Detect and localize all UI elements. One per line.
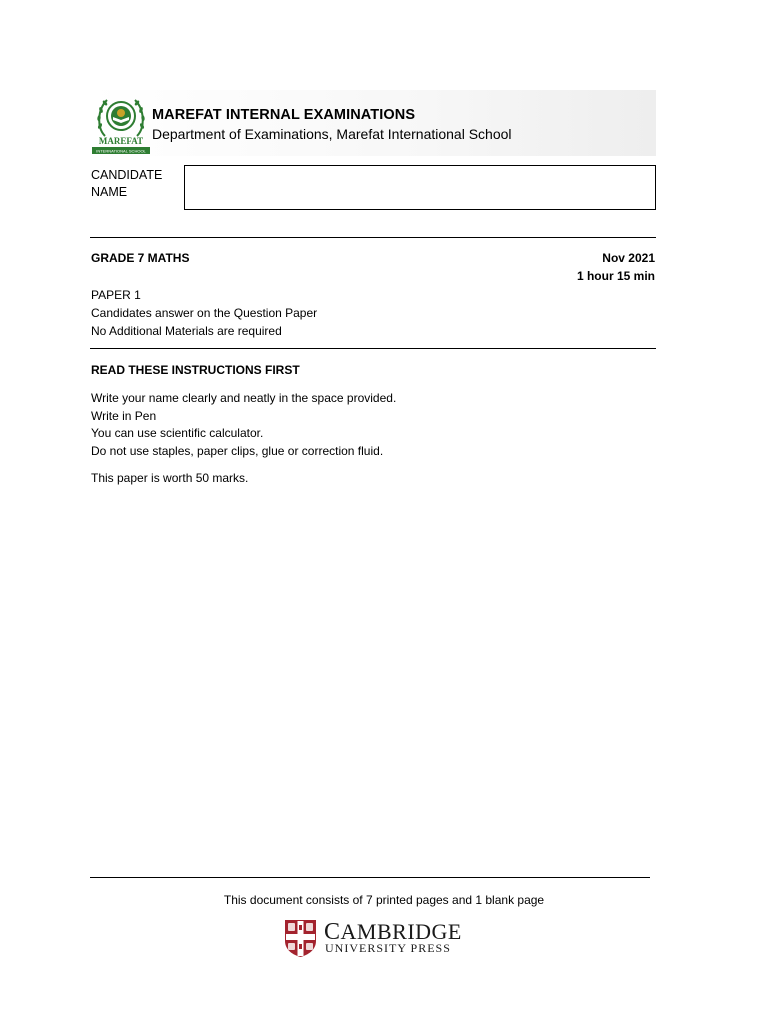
answer-note: Candidates answer on the Question Paper: [91, 306, 318, 320]
materials-note: No Additional Materials are required: [91, 324, 282, 338]
svg-text:INTERNATIONAL SCHOOL: INTERNATIONAL SCHOOL: [96, 148, 146, 154]
candidate-label-line1: CANDIDATE: [91, 168, 163, 182]
paper-info: [91, 286, 317, 340]
instruction-item: Do not use staples, paper clips, glue or correction fluid.: [91, 443, 384, 458]
school-logo: [91, 92, 151, 156]
instructions-heading: READ THESE INSTRUCTIONS FIRST: [91, 363, 300, 377]
header-band: [90, 90, 656, 156]
university-press-label: UNIVERSITY PRESS: [325, 941, 451, 955]
candidate-name-label: [91, 167, 181, 201]
svg-text:MAREFAT: MAREFAT: [98, 136, 144, 146]
candidate-label-line2: NAME: [91, 185, 128, 199]
divider: [90, 348, 656, 349]
instructions-list: [91, 390, 396, 460]
candidate-name-field[interactable]: [184, 165, 656, 210]
cambridge-initial: C: [324, 919, 341, 945]
exam-board-title: MAREFAT INTERNAL EXAMINATIONS: [152, 107, 416, 123]
cambridge-rest: AMBRIDGE: [340, 919, 462, 944]
exam-date: Nov 2021: [602, 251, 655, 265]
cambridge-shield-icon: [284, 919, 317, 958]
instruction-item: Write your name clearly and neatly in the space provided.: [91, 391, 397, 405]
paper-number: PAPER 1: [91, 288, 141, 302]
instruction-item: You can use scientific calculator.: [91, 426, 264, 440]
exam-duration: 1 hour 15 min: [576, 269, 655, 283]
subject-title: GRADE 7 MATHS: [91, 251, 190, 265]
footer-divider: [90, 877, 650, 878]
divider: [90, 237, 656, 238]
exam-board-subtitle: Department of Examinations, Marefat International School: [152, 126, 512, 142]
pages-note: This document consists of 7 printed pages and 1 blank page: [223, 893, 545, 907]
instruction-item: Write in Pen: [91, 408, 157, 423]
marks-note: This paper is worth 50 marks.: [91, 471, 249, 485]
